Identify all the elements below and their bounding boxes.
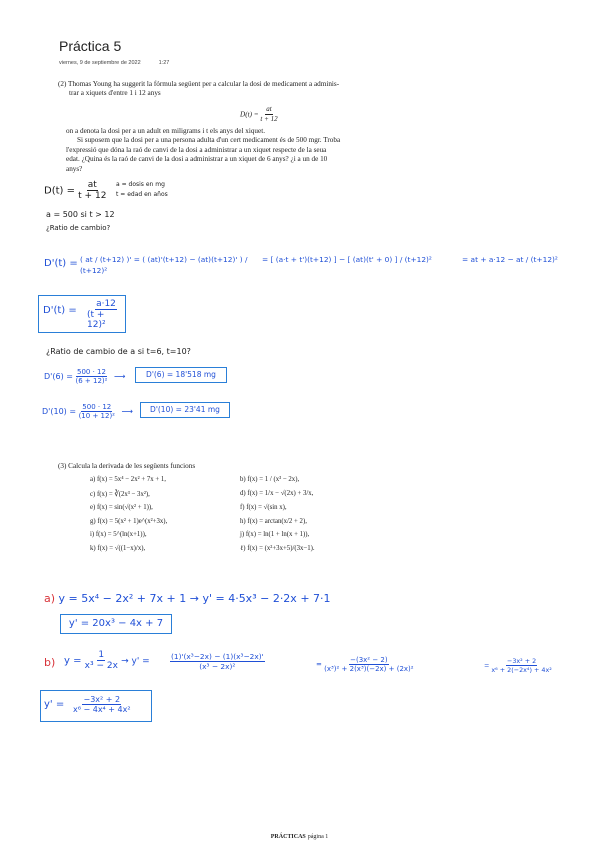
hw-b-result-lhs: y' = [44,699,65,710]
hw-answer-a [44,592,331,605]
date-text: viernes, 9 de septiembre de 2022 [59,60,141,66]
hw-b-arrow: → y' = [121,656,150,667]
hw-question: ¿Ratio de cambio? [46,224,111,232]
hw-answer-b-step-3: = $\frac{\text{−3x² + 2}}{\text{x⁶ + 2(−2x⁴) + 4x²}}$ [484,657,552,674]
footer-label: PRÁCTICAS [270,834,306,840]
hw-b-step1-den: (x³ − 2x)² [199,662,236,671]
hw-b-result-den: x⁶ − 4x⁴ + 4x² [73,705,131,714]
hw-d-fraction [78,180,106,201]
hw-d6-den: (6 + 12)² [75,377,108,385]
hw-result-box [38,295,126,333]
young-formula [240,105,278,125]
hw-derivative-step-2: = [ (a·t + t')(t+12) ] − [ (at)(t' + 0) ] / (t+12)² [262,255,432,264]
hw-variable-notes [116,180,168,200]
hw-d10-fraction [79,403,115,420]
item-a: a) f(x) = 5x⁴ − 2x² + 7x + 1, [90,476,166,483]
hw-answer-b-step-2: = $\frac{\text{−(3x² − 2)}}{\text{(x³)² + 2(x³)(−2x) + (2x)²}}$ [316,656,414,673]
hw-b-label: b) [44,656,56,669]
page-title: Práctica 5 [59,38,122,54]
problem-2-line-7: anys? [66,164,83,173]
hw-d10: D'(10) = $\frac{500 \cdot 12}{\text{(10 + 12)²}}$ ⟶ [42,403,133,420]
item-l: ℓ) f(x) = (x²+3x+5)/(3x−1). [240,544,315,552]
problem-2-body [66,127,423,174]
hw-d10-result: D'(10) = 23'41 mg [140,402,230,418]
hw-a-note: a = dosis en mg [116,181,165,188]
item-k: k) f(x) = √((1−x)/x), [90,544,146,552]
hw-b-result-fraction [73,695,131,714]
hw-given: a = 500 si t > 12 [46,210,115,219]
hw-d6: D'(6) = $\frac{500 \cdot 12}{\text{(6 + 12)²}}$ ⟶ [44,368,126,385]
problem-2-line-1: (2) Thomas Young ha suggerit la fórmula següent per a calcular la dosi de medicament a adminis- [58,80,340,88]
problem-2-line-5: l'expressió que dóna la raó de canvi de la dosi a administrar a un xiquet respecte de la seua [66,145,327,154]
problem-3-heading: (3) Calcula la derivada de les següents funcions [58,462,196,470]
hw-b-step2-fraction [324,656,414,673]
problem-2-line-2: trar a xiquets d'entre 1 i 12 anys [69,89,161,98]
item-h: h) f(x) = arctan(x/2 + 2), [240,517,307,525]
hw-d10-num: 500 · 12 [82,403,112,411]
hw-answer-b-label [44,656,55,669]
problem-3-items [90,476,390,552]
hw-b-step2-den: (x³)² + 2(x³)(−2x) + (2x)² [324,665,414,673]
item-e: e) f(x) = sin(√(x² + 1)), [90,504,153,511]
hw-b-fraction [85,650,118,671]
hw-d-formula [44,180,106,201]
problem-2-line-3: on a denota la dosi per a un adult en miligrams i t els anys del xiquet. [66,127,266,135]
hw-derivative-step-3: = at + a·12 − at / (t+12)² [462,255,558,264]
hw-result-fraction [87,299,125,330]
hw-d10-den: (10 + 12)² [78,412,115,420]
hw-d6-result: D'(6) = 18'518 mg [135,367,227,383]
hw-answer-b-step-1 [170,652,265,671]
hw-result-lhs: D'(t) = [43,305,77,316]
hw-d-den: t + 12 [78,191,107,201]
hw-b-step3-den: x⁶ + 2(−2x⁴) + 4x² [491,666,552,674]
hw-b-step3-fraction [491,657,551,674]
formula-numerator: at [265,105,272,115]
item-g: g) f(x) = 5(x² + 1)e^(x²+3x), [90,517,168,525]
hw-b-step3-num: −3x² + 2 [506,657,537,665]
hw-d-num: at [87,180,97,190]
formula-denominator: t + 12 [260,115,278,124]
hw-b-result-num: −3x² + 2 [83,695,121,704]
hw-b-step1-num: (1)'(x³−2x) − (1)(x³−2x)' [171,652,264,661]
item-d: d) f(x) = 1/x − √(2x) + 3/x, [240,489,314,497]
hw-d6-fraction [75,368,107,385]
hw-d6-num: 500 · 12 [76,368,106,376]
item-i: i) f(x) = 5^(ln(x+1)), [90,531,147,538]
hw-result-num: a·12 [96,299,116,309]
hw-question-2: ¿Ratio de cambio de a si t=6, t=10? [46,347,191,356]
hw-d-lhs: D(t) = [44,185,75,197]
hw-d6-lhs: D'(6) = [44,372,73,381]
problem-2-statement [58,80,423,99]
item-c: c) f(x) = ∛(2x³ − 3x²), [90,490,150,498]
hw-answer-a-result: y' = 20x³ − 4x + 7 [60,614,172,634]
item-j: j) f(x) = ln(1 + ln(x + 1)), [240,531,310,538]
item-b: b) f(x) = 1 / (x³ − 2x), [240,476,300,483]
hw-b-step1-fraction [170,652,265,671]
hw-b-den: x³ − 2x [84,661,118,671]
timestamp [59,60,169,66]
hw-d10-lhs: D'(10) = [42,407,77,416]
footer-page-number: página 1 [307,834,329,840]
hw-b-step2-num: −(3x² − 2) [350,656,388,664]
hw-result-den: (t + 12)² [87,310,106,330]
hw-answer-b-expr [64,650,150,671]
formula-fraction [260,105,277,125]
hw-b-num: 1 [98,650,105,660]
item-f: f) f(x) = √(sin x), [240,504,287,511]
hw-answer-b-result [40,690,152,722]
page-footer [0,834,599,840]
hw-answer-a-expr: y = 5x⁴ − 2x² + 7x + 1 → y' = 4·5x³ − 2·2x + 7·1 [58,592,331,605]
hw-derivative-step-1: ( at / (t+12) )' = ( (at)'(t+12) − (at)(t+12)' ) / (t+12)² [80,255,248,275]
hw-t-note: t = edad en años [116,191,168,198]
hw-b-lhs: y = [64,655,82,667]
problem-2-line-4: Si suposem que la dosi per a una persona adulta d'un cert medicament és de 500 mgr. Troba [77,136,341,145]
formula-lhs: D(t) = [240,110,259,119]
problem-2-line-6: edat. ¿Quina és la raó de canvi de la dosi a administrar a un xiquet de 6 anys? ¿i a un de 10 [66,155,328,164]
hw-answer-a-label: a) [44,592,56,605]
hw-derivative-lhs: D'(t) = [44,258,78,269]
time-text: 1:27 [158,60,170,66]
